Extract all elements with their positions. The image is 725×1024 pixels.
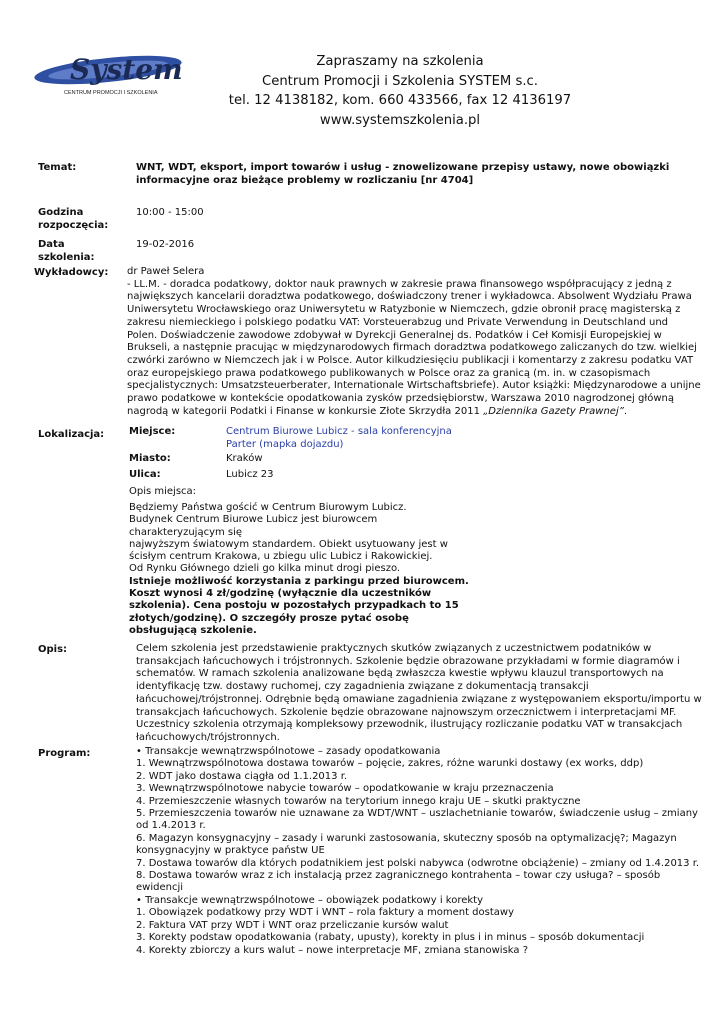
opis-line: łańcuchowej/trójstronnej. Odrębnie będą omawiane zagadnienia związane z występowaniem eksportu/importu w bbox=[136, 693, 702, 705]
bio-line: największych kancelarii doradztwa podatkowego, doświadczony trener i wykładowca. Absolwent Wydziału Prawa bbox=[127, 291, 692, 303]
bio-text: nagrodą w kategorii Podatki i Finanse w konkursie Złote Skrzydła 2011 bbox=[127, 405, 484, 417]
parking-line: Koszt wynosi 4 zł/godzinę (wyłącznie dla uczestników bbox=[129, 588, 432, 600]
program-item: 2. Faktura VAT przy WDT i WNT oraz przeliczanie kursów walut bbox=[136, 919, 449, 931]
bio-line: Polen. Doświadczenie zawodowe zdobywał w Dyrekcji Generalnej ds. Podatków i Ceł Komisji Europejskiej w bbox=[127, 329, 662, 341]
opis-line: Uczestnicy szkolenia otrzymają kompleksowy przewodnik, ilustrujący rozliczanie podatku VAT w transakcjach bbox=[136, 719, 683, 731]
bio-line: prawo podatkowe w kontekście opodatkowania zysków przedsiębiorstw, Warszawa 2010 nagrodzonej główną bbox=[127, 393, 674, 405]
program-list bbox=[136, 746, 716, 957]
bio-italic: „Dziennika Gazety Prawnej” bbox=[483, 405, 624, 417]
program-item: 3. Wewnątrzwspólnotowe nabycie towarów – opodatkowanie w kraju przeznaczenia bbox=[136, 783, 554, 795]
header-website[interactable]: www.systemszkolenia.pl bbox=[319, 112, 481, 128]
program-item: 2. WDT jako dostawa ciągła od 1.1.2013 r. bbox=[136, 770, 348, 782]
godzina-label-line: Godzina bbox=[38, 207, 84, 218]
program-item: 5. Przemieszczenia towarów nie uznawane za WDT/WNT – uszlachetnianie towarów, świadczenie usług – zmiany bbox=[136, 808, 698, 820]
company-logo bbox=[30, 50, 190, 98]
bio-line: zakresu niemieckiego i polskiego podatku VAT: Vorsteuerabzug und Private Verwendung in Deutschland und bbox=[127, 316, 669, 328]
wykladowcy-label: Wykładowcy: bbox=[34, 267, 109, 278]
header-line: tel. 12 4138182, kom. 660 433566, fax 12 4136197 bbox=[228, 93, 572, 108]
parking-line: Istnieje możliwość korzystania z parkingu przed biurowcem. bbox=[129, 575, 469, 587]
bio-text: . bbox=[623, 405, 628, 417]
parking-line: obsługującą szkolenie. bbox=[129, 624, 257, 636]
program-item: 7. Dostawa towarów dla których podatnikiem jest polski nabywca (odwrotne obciążenie) – zmiany od 1.4.2013 r. bbox=[136, 857, 700, 869]
temat-line: informacyjne oraz bieżące problemy w rozliczaniu [nr 4704] bbox=[136, 175, 474, 186]
bio-line: Brukseli, a następnie pracując w międzynarodowych firmach doradztwa podatkowego zaliczanych do tzw. wielkiej bbox=[127, 342, 697, 354]
header-line: Zapraszamy na szkolenia bbox=[316, 54, 484, 69]
miejsce-label: Miejsce: bbox=[129, 426, 176, 437]
opis-line: Celem szkolenia jest przedstawienie praktycznych skutków związanych z uczestnictwem podatników w bbox=[136, 643, 652, 654]
wykladowcy-bio bbox=[127, 266, 717, 418]
venue-line: Będziemy Państwa gościć w Centrum Biurowym Lubicz. bbox=[129, 502, 407, 513]
program-item: 1. Obowiązek podatkowy przy WDT i WNT – rola faktury a moment dostawy bbox=[136, 907, 514, 919]
program-item: 4. Przemieszczenie własnych towarów na terytorium innego kraju UE – skutki praktyczne bbox=[136, 795, 581, 807]
data-label bbox=[38, 238, 95, 264]
program-item: 6. Magazyn konsygnacyjny – zasady i warunki zastosowania, skuteczny sposób na optymalizację?; Magazyn bbox=[136, 832, 677, 844]
opis-line: schematów. W ramach szkolenia analizowane będą zwłaszcza kwestie wpływu klauzul transportowych na bbox=[136, 668, 664, 680]
opis-line: transakcjach łańcuchowych i trójstronnych. Szkolenie będzie obrazowane przykładami w formie diagramów i bbox=[136, 655, 680, 667]
venue-line: Budynek Centrum Biurowe Lubicz jest biurowcem bbox=[129, 514, 378, 526]
bio-line: specjalistycznych: Umsatzsteuerberater, Internationale Wirtschaftsbriefe). Autor książki: Międzynarodowe a unijne bbox=[127, 380, 701, 392]
svg-text:CENTRUM PROMOCJI I SZKOLENIA: CENTRUM PROMOCJI I SZKOLENIA bbox=[64, 90, 158, 96]
venue-description bbox=[129, 502, 469, 637]
bio-line: Uniwersytetu Wrocławskiego oraz Uniwersytetu w Ratyzbonie w Niemczech, gdzie obronił pracę magisterską z bbox=[127, 304, 681, 316]
program-item: 3. Korekty podstaw opodatkowania (rabaty, upusty), korekty in plus i in minus – sposób dokumentacji bbox=[136, 932, 645, 944]
opis-text bbox=[136, 643, 716, 745]
godzina-label-line: rozpoczęcia: bbox=[38, 220, 109, 231]
program-item: 1. Wewnątrzwspólnotowa dostawa towarów – pojęcie, zakres, różne warunki dostawy (ex works, ddp) bbox=[136, 758, 644, 770]
miejsce-link[interactable] bbox=[226, 426, 452, 451]
opis-label: Opis: bbox=[38, 644, 68, 655]
bio-line-last bbox=[127, 406, 717, 419]
godzina-value: 10:00 - 15:00 bbox=[136, 207, 204, 218]
svg-text:System: System bbox=[70, 53, 183, 86]
header-contact bbox=[200, 52, 600, 130]
miasto-value: Kraków bbox=[226, 453, 263, 464]
venue-line: charakteryzującym się bbox=[129, 526, 243, 538]
map-link[interactable]: Parter (mapka dojazdu) bbox=[226, 438, 344, 450]
ulica-label: Ulica: bbox=[129, 469, 161, 480]
temat-label: Temat: bbox=[38, 162, 77, 173]
temat-line: WNT, WDT, eksport, import towarów i usług - znowelizowane przepisy ustawy, nowe obowiązki bbox=[136, 162, 670, 173]
opis-line: łańcuchowych/trójstronnych. bbox=[136, 731, 280, 743]
data-label-line: szkolenia: bbox=[38, 252, 95, 263]
venue-line: Od Rynku Głównego dzieli go kilka minut drogi pieszo. bbox=[129, 563, 401, 575]
bio-line: czwórki zarówno w Niemczech jak i w Polsce. Autor kilkudziesięciu publikacji i komentarzy z zakresu podatku VAT bbox=[127, 354, 694, 366]
godzina-label bbox=[38, 206, 108, 232]
lokalizacja-label: Lokalizacja: bbox=[38, 429, 105, 440]
temat-value bbox=[136, 161, 706, 187]
program-item: 8. Dostawa towarów wraz z ich instalacją przez zagranicznego kontrahenta – towar czy usługa? – sposób bbox=[136, 870, 661, 882]
opis-miejsca-label: Opis miejsca: bbox=[129, 486, 197, 497]
data-label-line: Data bbox=[38, 239, 65, 250]
venue-line: ścisłym centrum Krakowa, u zbiegu ulic Lubicz i Rakowickiej. bbox=[129, 551, 433, 563]
opis-line: transakcjach łańcuchowych. Szkolenie będzie obrazowane najnowszym orzecznictwem i interpretacjami MF. bbox=[136, 706, 677, 718]
program-item: od 1.4.2013 r. bbox=[136, 820, 206, 832]
parking-line: złotych/godzinę). O szczegóły prosze pytać osobę bbox=[129, 612, 409, 624]
program-label: Program: bbox=[38, 748, 91, 759]
parking-line: szkolenia). Cena postoju w pozostałych przypadkach to 15 bbox=[129, 600, 459, 612]
lecturer-name: dr Paweł Selera bbox=[127, 266, 205, 277]
program-item: konsygnacyjny w praktyce państw UE bbox=[136, 845, 325, 857]
miasto-label: Miasto: bbox=[129, 453, 171, 464]
venue-link[interactable]: Centrum Biurowe Lubicz - sala konferencyjna bbox=[226, 426, 452, 437]
program-item: 4. Korekty zbiorczy a kurs walut – nowe interpretacje MF, zmiana stanowiska ? bbox=[136, 944, 529, 956]
header-line: Centrum Promocji i Szkolenia SYSTEM s.c. bbox=[262, 73, 538, 89]
bio-line: - LL.M. - doradca podatkowy, doktor nauk prawnych w zakresie prawa finansowego współpracujący z jedną z bbox=[127, 278, 672, 290]
data-value: 19-02-2016 bbox=[136, 239, 195, 250]
program-item: ewidencji bbox=[136, 882, 184, 894]
opis-line: identyfikację tzw. dostawy ruchomej, czy zagadnienia związane z dokumentacją transakcji bbox=[136, 681, 589, 693]
venue-line: najwyższym światowym standardem. Obiekt usytuowany jest w bbox=[129, 538, 448, 550]
program-item: • Transakcje wewnątrzwspólnotowe – obowiązek podatkowy i korekty bbox=[136, 894, 484, 906]
bio-line: oraz europejskiego prawa podatkowego publikowanych w Polsce oraz za granicą (m. in. w czasopismach bbox=[127, 367, 651, 379]
program-item: • Transakcje wewnątrzwspólnotowe – zasady opodatkowania bbox=[136, 746, 441, 757]
ulica-value: Lubicz 23 bbox=[226, 469, 274, 480]
